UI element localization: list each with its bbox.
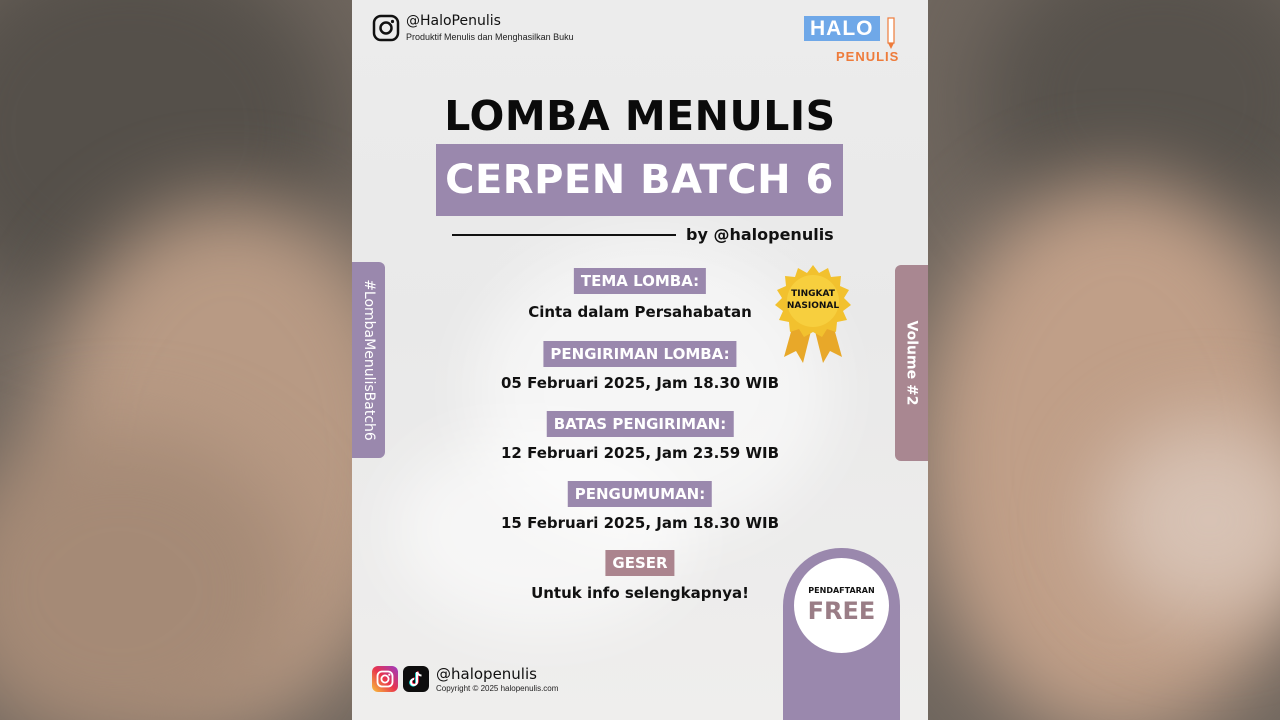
- value-pengiriman: 05 Februari 2025, Jam 18.30 WIB: [500, 374, 780, 392]
- registration-circle: [794, 558, 889, 653]
- instagram-icon: [372, 14, 400, 42]
- label-tema: TEMA LOMBA:: [574, 268, 706, 294]
- label-pengumuman: PENGUMUMAN:: [568, 481, 712, 507]
- badge-line-2: NASIONAL: [786, 301, 840, 311]
- instagram-gradient-icon: [372, 666, 398, 692]
- header-tagline: Produktif Menulis dan Menghasilkan Buku: [406, 32, 574, 42]
- halopenulis-logo: [804, 17, 880, 41]
- value-tema: Cinta dalam Persahabatan: [528, 303, 752, 321]
- volume-tab: [895, 265, 928, 461]
- poster: [352, 0, 928, 720]
- title-line-2: CERPEN BATCH 6: [445, 157, 834, 203]
- registration-label: PENDAFTARAN: [808, 586, 875, 595]
- volume-text: Volume #2: [903, 320, 920, 406]
- registration-badge: [783, 548, 900, 720]
- divider-line: [452, 234, 676, 236]
- label-pengiriman: PENGIRIMAN LOMBA:: [543, 341, 736, 367]
- registration-free: FREE: [807, 597, 876, 625]
- header-instagram-handle: @HaloPenulis: [406, 13, 501, 29]
- pencil-icon: [885, 17, 897, 51]
- value-pengumuman: 15 Februari 2025, Jam 18.30 WIB: [500, 514, 780, 532]
- hashtag-text: #LombaMenulisBatch6: [360, 279, 377, 441]
- footer-copyright: Copyright © 2025 halopenulis.com: [436, 684, 559, 693]
- by-author: by @halopenulis: [686, 225, 834, 244]
- value-geser: Untuk info selengkapnya!: [531, 584, 749, 602]
- logo-halo-text: HALO: [804, 16, 880, 41]
- hashtag-tab: [352, 262, 385, 458]
- value-batas: 12 Februari 2025, Jam 23.59 WIB: [500, 444, 780, 462]
- footer-handle: @halopenulis: [436, 665, 537, 683]
- badge-line-1: TINGKAT: [791, 289, 835, 299]
- title-box: [436, 144, 843, 216]
- logo-penulis-text: PENULIS: [836, 49, 900, 64]
- label-batas: BATAS PENGIRIMAN:: [547, 411, 734, 437]
- tiktok-icon: [403, 666, 429, 692]
- title-line-1: LOMBA MENULIS: [444, 92, 836, 140]
- label-geser: GESER: [605, 550, 674, 576]
